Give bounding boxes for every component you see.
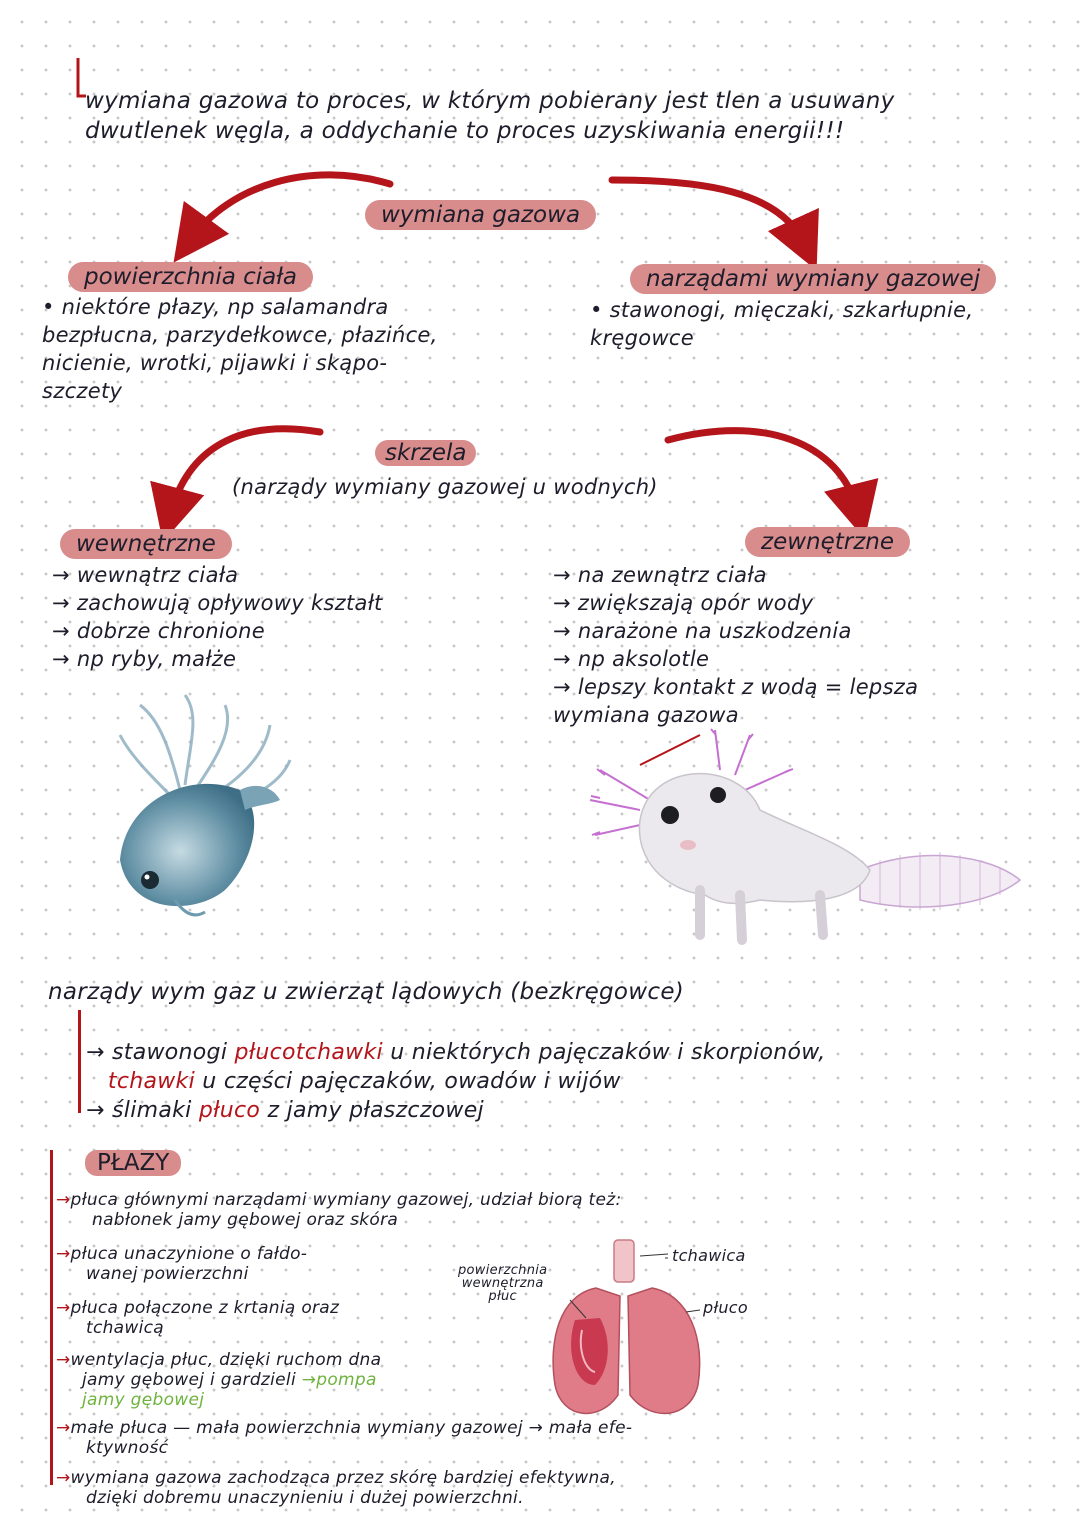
amph-text: wanej powierzchni <box>86 1264 249 1284</box>
gills-subtitle: (narządy wymiany gazowej u wodnych) <box>232 475 658 499</box>
arrow-right-1 <box>612 180 805 245</box>
land-text: z jamy płaszczowej <box>267 1098 484 1123</box>
fish-illustration <box>120 695 290 915</box>
land-list <box>86 1038 826 1125</box>
outer-gills-heading: zewnętrzne <box>745 527 910 557</box>
intro-line-1: wymiana gazowa to proces, w którym pobierany jest tlen a usuwany <box>85 88 895 114</box>
gills-title: skrzela <box>375 440 476 466</box>
outer-gills-item: → zwiększają opór wody <box>553 591 814 615</box>
amph-point-2: →płuca unaczynione o fałdo- wanej powierzchni <box>56 1244 308 1284</box>
label-inner-surface <box>458 1264 547 1303</box>
amph-text: płuca połączone z krtanią oraz <box>70 1298 340 1318</box>
amph-text: wentylacja płuc, dzięki ruchom dna <box>70 1350 382 1370</box>
amph-text: dzięki dobremu unaczynieniu i dużej powierzchni. <box>86 1488 524 1508</box>
outer-gills-item: → lepszy kontakt z wodą = lepsza <box>553 675 919 699</box>
organs-line: kręgowce <box>590 326 694 350</box>
label-inner-line: płuc <box>488 1289 517 1304</box>
amph-point-3: →płuca połączone z krtanią oraz tchawicą <box>56 1298 340 1338</box>
arrow-left-1 <box>190 175 390 240</box>
land-text: ślimaki <box>112 1098 192 1123</box>
amphibians-bracket <box>50 1150 53 1485</box>
body-surface-text <box>42 293 438 405</box>
amph-text: małe płuca — mała powierzchnia wymiany gazowej → mała efe- <box>70 1418 633 1438</box>
land-term: płucotchawki <box>234 1040 383 1065</box>
label-lung: płuco <box>703 1298 748 1317</box>
amph-point-6: →wymiana gazowa zachodząca przez skórę bardziej efektywna, dzięki dobremu unaczynieniu i dużej powierzchni. <box>56 1468 616 1508</box>
amphibians-title: PŁAZY <box>85 1150 181 1176</box>
inner-gills-item: → zachowują opływowy kształt <box>52 591 383 615</box>
land-line-2 <box>86 1067 826 1096</box>
strike-mark <box>640 735 700 765</box>
organs-line: • stawonogi, mięczaki, szkarłupnie, <box>590 298 974 322</box>
land-line-3: → ślimaki płuco z jamy płaszczowej <box>86 1098 484 1123</box>
inner-gills-list <box>52 561 383 673</box>
land-bracket <box>78 1010 81 1113</box>
amph-text: ktywność <box>86 1438 169 1458</box>
label-inner-line: powierzchnia <box>458 1263 548 1278</box>
arrow-left-2 <box>170 429 320 515</box>
land-text: stawonogi <box>112 1040 228 1065</box>
amph-text: płuca unaczynione o fałdo- <box>70 1244 308 1264</box>
body-surface-line: • niektóre płazy, np salamandra <box>42 295 389 319</box>
amph-text: płuca głównymi narządami wymiany gazowej, udział biorą też: <box>70 1190 622 1210</box>
amph-text: tchawicą <box>86 1318 164 1338</box>
body-surface-line: szczety <box>42 379 123 403</box>
lungs-illustration <box>553 1240 700 1413</box>
organs-heading: narządami wymiany gazowej <box>630 264 996 294</box>
axolotl-illustration <box>590 729 1020 940</box>
intro-text <box>85 86 1065 146</box>
outer-gills-item: → narażone na uszkodzenia <box>553 619 852 643</box>
inner-gills-item: → dobrze chronione <box>52 619 265 643</box>
amph-text: jamy gębowej i gardzieli <box>82 1370 296 1390</box>
land-term: tchawki <box>107 1069 195 1094</box>
amph-green-text: jamy gębowej <box>82 1390 205 1410</box>
body-surface-heading: powierzchnia ciała <box>68 262 313 292</box>
amph-point-5: →małe płuca — mała powierzchnia wymiany gazowej → mała efe- ktywność <box>56 1418 633 1458</box>
amph-green-text: pompa <box>316 1370 377 1390</box>
amph-text: nabłonek jamy gębowej oraz skóra <box>92 1210 399 1230</box>
label-inner-line: wewnętrzna <box>461 1276 544 1291</box>
amph-point-1: →płuca głównymi narządami wymiany gazowej, udział biorą też: nabłonek jamy gębowej oraz skóra <box>56 1190 622 1230</box>
land-text: u niektórych pajęczaków i skorpionów, <box>390 1040 826 1065</box>
outer-gills-item: → na zewnątrz ciała <box>553 563 767 587</box>
inner-gills-item: → np ryby, małże <box>52 647 237 671</box>
intro-line-2: dwutlenek węgla, a oddychanie to proces uzyskiwania energii!!! <box>85 118 845 144</box>
outer-gills-item: → np aksolotle <box>553 647 710 671</box>
land-line-1: → stawonogi płucotchawki u niektórych pajęczaków i skorpionów, <box>86 1040 826 1065</box>
outer-gills-list <box>553 561 918 729</box>
body-surface-line: bezpłucna, parzydełkowce, płazińce, <box>42 323 438 347</box>
land-title: narządy wym gaz u zwierząt lądowych (bezkręgowce) <box>48 979 685 1005</box>
outer-gills-item: wymiana gazowa <box>553 703 739 727</box>
amph-point-4: →wentylacja płuc, dzięki ruchom dna jamy gębowej i gardzieli →pompa jamy gębowej <box>56 1350 382 1410</box>
land-term: płuco <box>198 1098 261 1123</box>
organs-text <box>590 296 973 352</box>
land-text: u części pajęczaków, owadów i wijów <box>202 1069 621 1094</box>
amph-text: wymiana gazowa zachodząca przez skórę bardziej efektywna, <box>70 1468 616 1488</box>
body-surface-line: nicienie, wrotki, pijawki i skąpo- <box>42 351 388 375</box>
inner-gills-item: → wewnątrz ciała <box>52 563 239 587</box>
gas-exchange-title: wymiana gazowa <box>365 200 596 230</box>
arrow-right-2 <box>668 431 858 512</box>
label-trachea: tchawica <box>672 1246 746 1265</box>
inner-gills-heading: wewnętrzne <box>60 529 232 559</box>
